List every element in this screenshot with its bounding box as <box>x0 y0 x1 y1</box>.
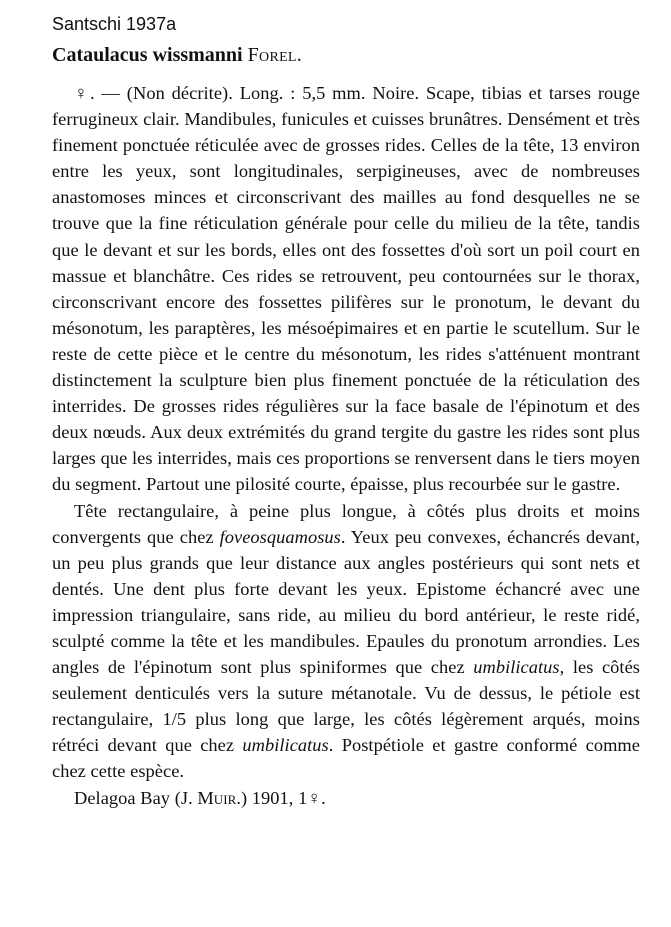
locality-text-b: ) 1901, 1♀. <box>240 787 326 808</box>
taxon-foveosquamosus: foveosquamosus <box>219 526 341 547</box>
species-author: Forel. <box>247 44 303 66</box>
p2-text-a: Tête rectangulaire, à peine plus longue, à côtés plus droits et moins convergents que chez <box>52 500 640 547</box>
p2-text-b: . Yeux peu convexes, échancrés devant, un peu plus grands que leur distance aux angles postérieurs qui sont nets et dentés. Une dent plus forte devant les yeux. Epistome échancré avec une impression triangulaire, sans ride, au milieu du bord antérieur, le reste ridé, sculpté comme la tête et les mandibules. Epaules du pronotum arrondies. Les angles de l'épinotum sont plus spiniformes que chez <box>52 526 640 678</box>
source-citation: Santschi 1937a <box>52 14 177 34</box>
taxon-umbilicatus-2: umbilicatus <box>242 735 329 756</box>
description-paragraph-2 <box>52 498 640 785</box>
collector-name: Muir. <box>197 787 241 808</box>
locality-record <box>52 785 640 811</box>
p2-text-d: . Postpétiole et gastre conformé comme chez cette espèce. <box>52 735 640 782</box>
species-name: Cataulacus wissmanni <box>52 44 243 66</box>
locality-text-a: Delagoa Bay (J. <box>74 787 198 808</box>
taxon-umbilicatus-1: umbilicatus <box>473 657 560 678</box>
p2-text-c: , les côtés seulement denticulés vers la suture métanotale. Vu de dessus, le pétiole est rectangulaire, 1/5 plus long que large, les côtés légèrement arqués, moins rétréci devant que chez <box>52 657 640 756</box>
species-heading <box>52 44 302 67</box>
description-paragraph-1: ♀. — (Non décrite). Long. : 5,5 mm. Noire. Scape, tibias et tarses rouge ferrugineux clair. Mandibules, funicules et cuisses brunâtres. Densément et très finement ponctuée réticulée avec de grosses rides. Celles de la tête, 13 environ entre les yeux, sont longitudinales, serpigineuses, avec de nombreuses anastomoses minces et circonscrivant des mailles au fond desquelles ne se trouve que la fine réticulation générale pour celle du milieu de la tête, tandis que le devant et sur les bords, elles ont des fossettes d'où sort un poil court en massue et blanchâtre. Ces rides se retrouvent, peu contournées sur le thorax, circonscrivant encore des fossettes pilifères sur le pronotum, le devant du mésonotum, les paraptères, les mésoépimaires et en partie le scutellum. Sur le reste de cette pièce et le centre du mésonotum, les rides s'atténuent montrant distinctement la sculpture bien plus finement ponctuée de la réticulation des interrides. De grosses rides régulières sur la face basale de l'épinotum et des deux nœuds. Aux deux extrémités du grand tergite du gastre les rides sont plus larges que les interrides, mais ces proportions se renversent dans le tiers moyen du segment. Partout une pilosité courte, épaisse, plus recourbée sur le gastre. <box>52 83 640 495</box>
description-body <box>52 80 640 811</box>
